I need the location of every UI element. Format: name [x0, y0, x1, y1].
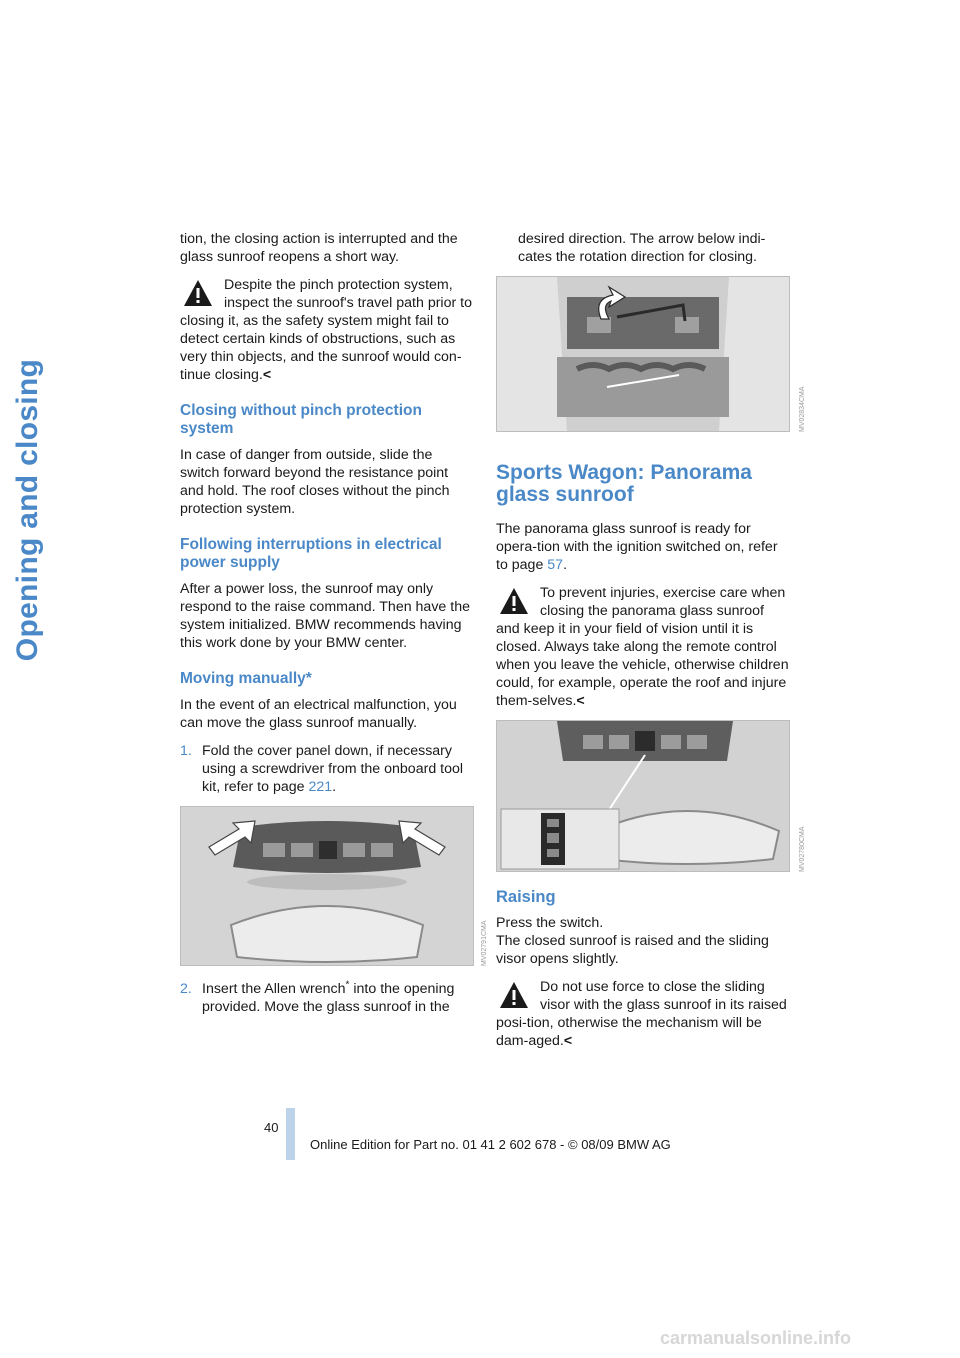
- end-mark: <: [262, 367, 272, 383]
- panorama-switch-illustration: [497, 721, 789, 871]
- figure-code: MV02834CMA: [799, 386, 806, 432]
- paragraph-raising-1: Press the switch.: [496, 915, 604, 931]
- paragraph-closing: In case of danger from outside, slide the switch forward beyond the resistance point and hold. The roof closes without the pinch protection system.: [180, 447, 450, 517]
- warning-triangle-icon: [498, 586, 530, 616]
- figure-cover-panel: [180, 806, 474, 966]
- heading-moving-manually: Moving manually*: [180, 670, 312, 687]
- warning-pinch-protection: Despite the pinch protection system, inspect the sunroof's travel path prior to closing it, as the safety system might fail to detect certain kinds of obstructions, such as very thin objects, and the sunroof would con-tinue closing.<: [180, 277, 472, 383]
- footer-edition: Online Edition for Part no. 01 41 2 602 678 - © 08/09 BMW AG: [310, 1137, 671, 1152]
- figure-allen-wrench: [496, 276, 790, 432]
- paragraph-continued-right: desired direction. The arrow below indi-cates the rotation direction for closing.: [518, 231, 766, 265]
- paragraph-power-interruption: After a power loss, the sunroof may only respond to the raise command. Then have the system initialized. BMW recommends having this work done by your BMW center.: [180, 581, 470, 651]
- left-column: [180, 230, 488, 1026]
- heading-power-interruption: Following interruptions in electrical power supply: [180, 536, 442, 571]
- allen-wrench-illustration: [497, 277, 789, 431]
- end-mark: <: [576, 693, 585, 709]
- heading-closing-without-pinch: Closing without pinch protection system: [180, 402, 422, 437]
- cover-panel-illustration: [181, 807, 473, 965]
- figure-code: MV02780CMA: [799, 826, 806, 872]
- page-link-221[interactable]: 221: [308, 779, 333, 795]
- heading-raising: Raising: [496, 888, 556, 906]
- warning-triangle-icon: [498, 980, 530, 1010]
- side-chapter-title: Opening and closing: [11, 358, 44, 662]
- paragraph-moving-manually: In the event of an electrical malfunction, you can move the glass sunroof manually.: [180, 697, 457, 731]
- page-link-57[interactable]: 57: [547, 557, 564, 573]
- end-mark: <: [563, 1033, 573, 1049]
- footer-bar: [286, 1108, 295, 1160]
- paragraph-sports-wagon: The panorama glass sunroof is ready for opera-tion with the ignition switched on, refer to page 57.: [496, 521, 778, 573]
- steps-list: [180, 742, 472, 796]
- page-number: 40: [264, 1120, 279, 1135]
- warning-sliding-visor: Do not use force to close the sliding visor with the glass sunroof in its raised posi-tion, otherwise the mechanism will be dam-aged.<: [496, 979, 787, 1049]
- heading-sports-wagon: Sports Wagon: Panorama glass sunroof: [496, 461, 752, 506]
- steps-list-continued: [180, 980, 472, 1016]
- watermark: carmanualsonline.info: [660, 1328, 852, 1348]
- warning-panorama-injury: To prevent injuries, exercise care when closing the panorama glass sunroof and keep it in your field of vision until it is closed. Always take along the remote control when you leave the vehicle, otherwise children could, for example, operate the roof and injure them-selves.<: [496, 585, 789, 709]
- list-item: 1. Fold the cover panel down, if necessary using a screwdriver from the onboard tool kit, refer to page 221.: [180, 743, 464, 795]
- right-column: [496, 230, 806, 1060]
- figure-code: MV02791CMA: [481, 920, 488, 966]
- option-star: *: [345, 979, 350, 991]
- list-item: 2. Insert the Allen wrench* into the opening provided. Move the glass sunroof in the: [180, 979, 455, 1015]
- paragraph-continued: tion, the closing action is interrupted and the glass sunroof reopens a short way.: [180, 231, 458, 265]
- warning-triangle-icon: [182, 278, 214, 308]
- paragraph-raising-2: The closed sunroof is raised and the sliding visor opens slightly.: [496, 933, 769, 967]
- figure-panorama-switch: [496, 720, 790, 872]
